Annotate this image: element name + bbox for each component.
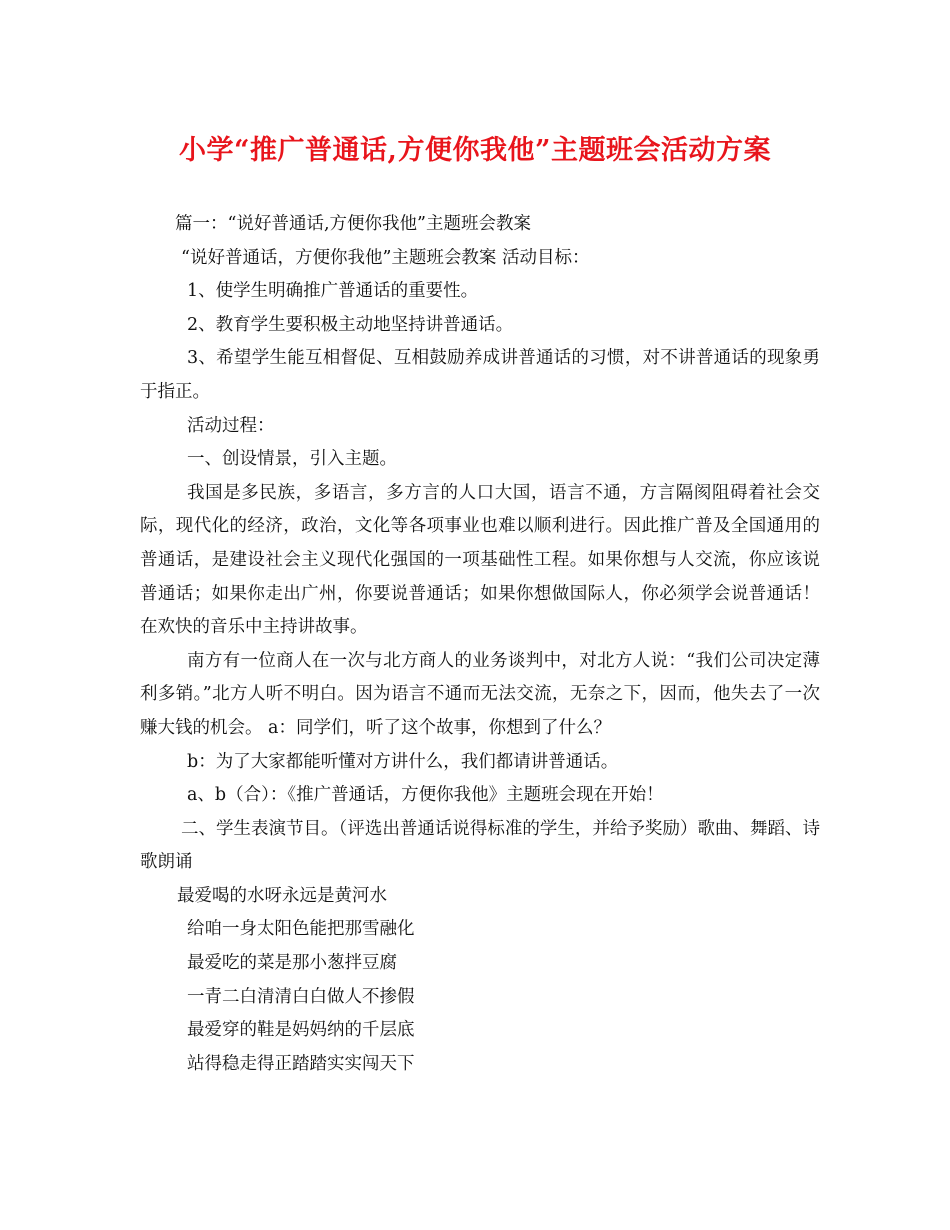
objective-item: 2、教育学生要积极主动地坚持讲普通话。 (187, 314, 514, 335)
document-body (140, 208, 820, 1081)
body-paragraph: b：为了大家都能听懂对方讲什么，我们都请讲普通话。 (187, 751, 619, 772)
poem-line: 给咱一身太阳色能把那雪融化 (187, 919, 415, 940)
body-paragraph: 我国是多民族，多语言，多方言的人口大国，语言不通，方言隔阂阻碍着社会交际，现代化的经济，政治，文化等各项事业也难以顺利进行。因此推广普及全国通用的普通话，是建设社会主义现代化强国的一项基础性工程。如果你想与人交流，你应该说普通话；如果你走出广州，你要说普通话；如果你想做国际人，你必须学会说普通话！ 在欢快的音乐中主持讲故事。 (140, 482, 820, 638)
process-heading: 活动过程： (187, 415, 275, 436)
poem-line: 站得稳走得正踏踏实实闯天下 (187, 1053, 415, 1074)
poem-line: 最爱喝的水呀永远是黄河水 (177, 885, 387, 906)
lesson-plan-title: “说好普通话，方便你我他”主题班会教案 活动目标： (181, 247, 590, 268)
body-paragraph: 南方有一位商人在一次与北方商人的业务谈判中，对北方人说：“我们公司决定薄利多销。”北方人听不明白。因为语言不通而无法交流，无奈之下，因而，他失去了一次赚大钱的机会。 a：同学们，听了这个故事，你想到了什么？ (140, 650, 820, 738)
document-title: 小学“推广普通话,方便你我他”主题班会活动方案 (179, 135, 771, 166)
body-paragraph: a、b（合）：《推广普通话，方便你我他》主题班会现在开始！ (187, 785, 664, 806)
step-heading: 一、创设情景，引入主题。 (187, 449, 397, 470)
objective-item: 3、希望学生能互相督促、互相鼓励养成讲普通话的习惯，对不讲普通话的现象勇于指正。 (140, 348, 820, 402)
step-heading: 二、学生表演节目。（评选出普通话说得标准的学生，并给予奖励）歌曲、舞蹈、诗歌朗诵 (140, 818, 820, 873)
objective-item: 1、使学生明确推广普通话的重要性。 (187, 281, 479, 302)
section-heading: 篇一：“说好普通话,方便你我他”主题班会教案 (175, 214, 531, 234)
poem-line: 最爱吃的菜是那小葱拌豆腐 (187, 953, 397, 974)
poem-line: 最爱穿的鞋是妈妈纳的千层底 (187, 1020, 415, 1041)
poem-line: 一青二白清清白白做人不掺假 (187, 986, 415, 1007)
